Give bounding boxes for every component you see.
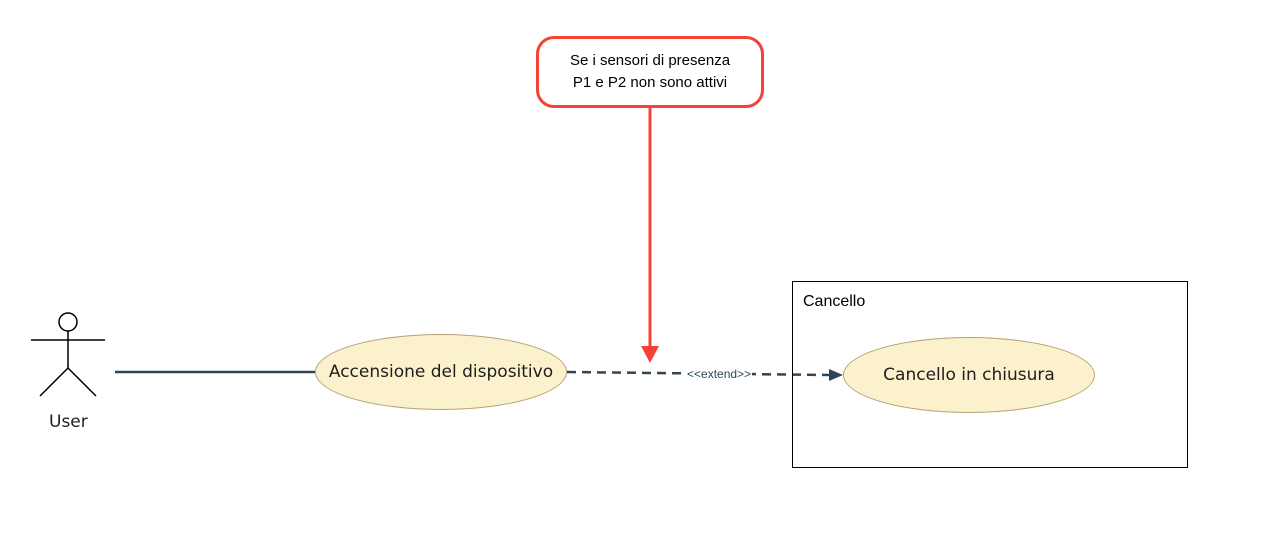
actor-left-leg bbox=[40, 368, 68, 396]
actor-figure[interactable] bbox=[31, 313, 105, 396]
usecase-accensione-dispositivo[interactable] bbox=[315, 334, 567, 410]
system-boundary-label: Cancello bbox=[803, 293, 866, 310]
actor-label: User bbox=[49, 412, 88, 432]
extend-label: <<extend>> bbox=[687, 367, 752, 381]
note-line-2: P1 e P2 non sono attivi bbox=[572, 74, 728, 91]
condition-note[interactable] bbox=[536, 36, 764, 108]
usecase-chiusura-label: Cancello in chiusura bbox=[883, 365, 1055, 385]
note-line-1: Se i sensori di presenza bbox=[569, 52, 731, 69]
note-arrowhead bbox=[641, 346, 659, 363]
actor-head bbox=[59, 313, 77, 331]
usecase-accensione-label: Accensione del dispositivo bbox=[328, 362, 554, 382]
usecase-cancello-chiusura[interactable] bbox=[843, 337, 1095, 413]
actor-right-leg bbox=[68, 368, 96, 396]
